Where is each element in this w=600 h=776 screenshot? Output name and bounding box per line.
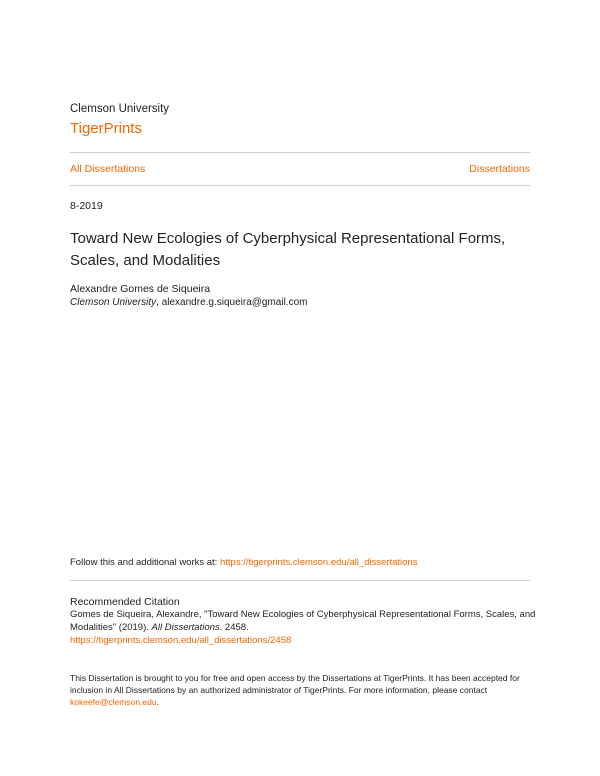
- author-affiliation: Clemson University, alexandre.g.siqueira@gmail.com: [70, 297, 308, 308]
- notice-text: This Dissertation is brought to you for free and open access by the Dissertations at TigerPrints. It has been accepted for inclusion in All Dissertations by an authorized administrator of TigerPrints. For more information, please contact: [70, 673, 520, 695]
- repository-name: TigerPrints: [70, 120, 142, 137]
- all-dissertations-link[interactable]: All Dissertations: [70, 163, 146, 175]
- publication-date: 8-2019: [70, 200, 103, 212]
- institution-name: Clemson University: [70, 103, 170, 115]
- follow-text: Follow this and additional works at:: [70, 557, 220, 568]
- citation-body: [70, 608, 540, 647]
- citation-heading: Recommended Citation: [70, 596, 180, 608]
- access-notice: [70, 672, 540, 708]
- contact-email-link[interactable]: kokeefe@clemson.edu: [70, 697, 157, 707]
- citation-series: All Dissertations: [151, 622, 220, 633]
- document-title: Toward New Ecologies of Cyberphysical Representational Forms, Scales, and Modalities: [70, 230, 506, 269]
- divider-citation: [70, 580, 530, 581]
- dissertations-link[interactable]: Dissertations: [469, 163, 530, 175]
- affiliation-name: Clemson University: [70, 297, 157, 308]
- author-name: Alexandre Gomes de Siqueira: [70, 283, 211, 295]
- citation-number: . 2458.: [219, 622, 249, 633]
- divider-nav: [70, 185, 530, 186]
- citation-text: Gomes de Siqueira, Alexandre, "Toward New Ecologies of Cyberphysical Representational Forms, Scales, and Modalities" (2019).: [70, 609, 536, 633]
- citation-link[interactable]: https://tigerprints.clemson.edu/all_dissertations/2458: [70, 635, 292, 646]
- follow-line: [70, 557, 417, 568]
- divider-top: [70, 152, 530, 153]
- notice-end: .: [156, 697, 159, 707]
- author-email: alexandre.g.siqueira@gmail.com: [161, 297, 308, 308]
- follow-link[interactable]: https://tigerprints.clemson.edu/all_dissertations: [219, 557, 418, 568]
